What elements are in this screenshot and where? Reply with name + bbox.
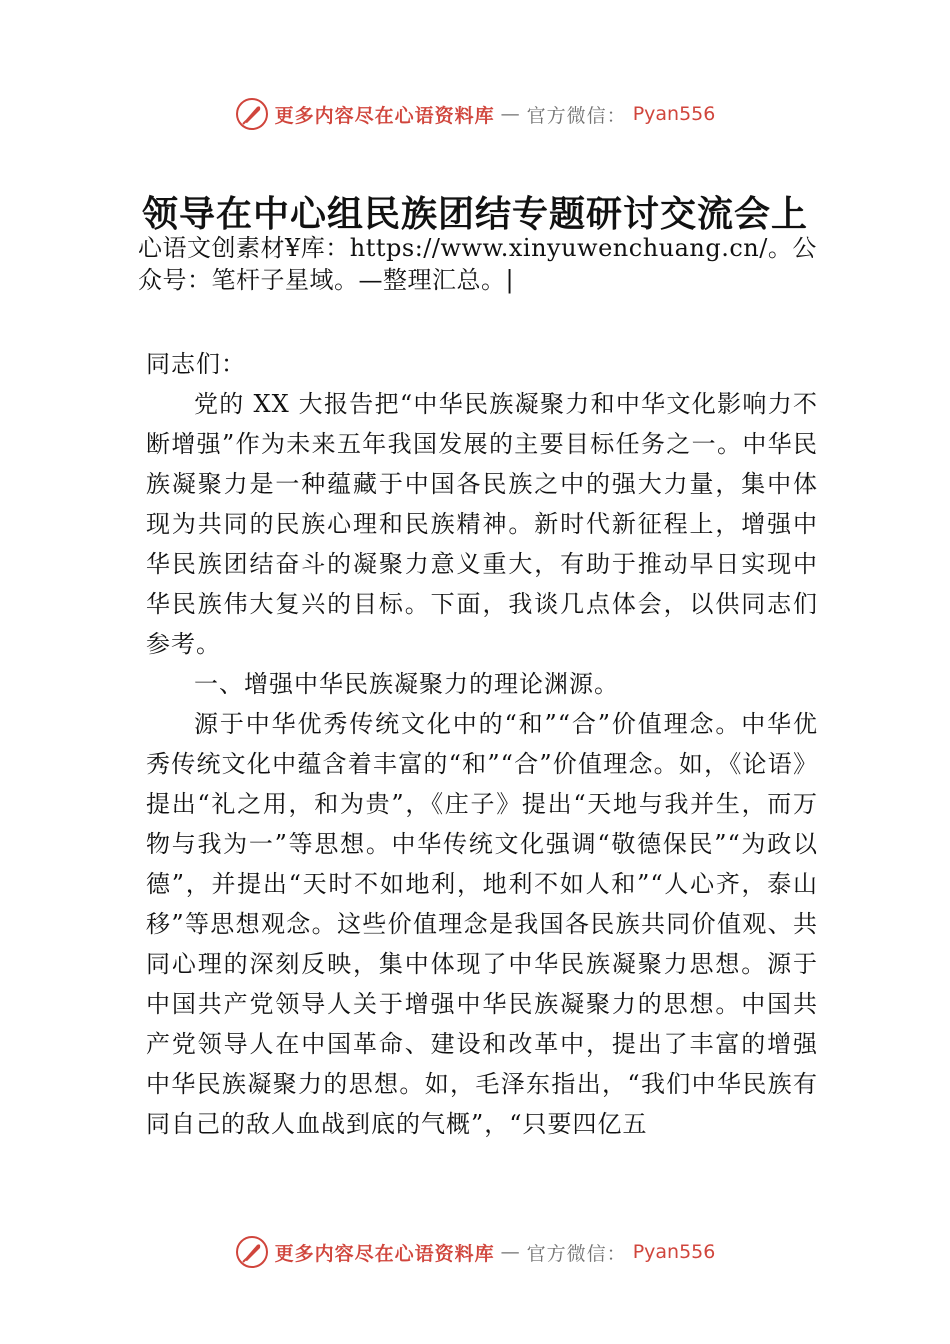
banner-separator: — — [500, 1241, 521, 1263]
banner-wechat-id: Pyan556 — [632, 1241, 716, 1263]
quill-pen-logo-icon — [235, 97, 269, 131]
banner-brand-text: 更多内容尽在心语资料库 — [274, 1242, 495, 1265]
document-body — [146, 344, 818, 1144]
section-heading: 一、增强中华民族凝聚力的理论渊源。 — [194, 670, 619, 698]
banner-official-label: 官方微信： — [526, 1242, 627, 1265]
source-note: 心语文创素材¥库：https://www.xinyuwenchuang.cn/。公众号：笔杆子星域。—整理汇总。| — [138, 234, 817, 294]
header-banner — [0, 92, 950, 136]
banner-content — [235, 1235, 716, 1269]
banner-official-label: 官方微信： — [526, 104, 627, 127]
paragraph: 党的 XX 大报告把“中华民族凝聚力和中华文化影响力不断增强”作为未来五年我国发展的主要目标任务之一。中华民族凝聚力是一种蕴藏于中国各民族之中的强大力量，集中体现为共同的民族心理和民族精神。新时代新征程上，增强中华民族团结奋斗的凝聚力意义重大，有助于推动早日实现中华民族伟大复兴的目标。下面，我谈几点体会，以供同志们参考。 — [146, 390, 818, 658]
banner-separator: — — [500, 103, 521, 125]
document-title: 领导在中心组民族团结专题研讨交流会上 — [141, 193, 808, 235]
salutation: 同志们： — [146, 350, 246, 378]
banner-content — [235, 97, 716, 131]
footer-banner — [0, 1230, 950, 1274]
paragraph: 源于中华优秀传统文化中的“和”“合”价值理念。中华优秀传统文化中蕴含着丰富的“和”“合”价值理念。如，《论语》提出“礼之用，和为贵”，《庄子》提出“天地与我并生，而万物与我为一”等思想。中华传统文化强调“敬德保民”“为政以德”，并提出“天时不如地利，地利不如人和”“人心齐，泰山移”等思想观念。这些价值理念是我国各民族共同价值观、共同心理的深刻反映，集中体现了中华民族凝聚力思想。源于中国共产党领导人关于增强中华民族凝聚力的思想。中国共产党领导人在中国革命、建设和改革中，提出了丰富的增强中华民族凝聚力的思想。如，毛泽东指出，“我们中华民族有同自己的敌人血战到底的气概”，“只要四亿五 — [146, 710, 818, 1138]
quill-pen-logo-icon — [235, 1235, 269, 1269]
banner-brand-text: 更多内容尽在心语资料库 — [274, 104, 495, 127]
banner-wechat-id: Pyan556 — [632, 103, 716, 125]
